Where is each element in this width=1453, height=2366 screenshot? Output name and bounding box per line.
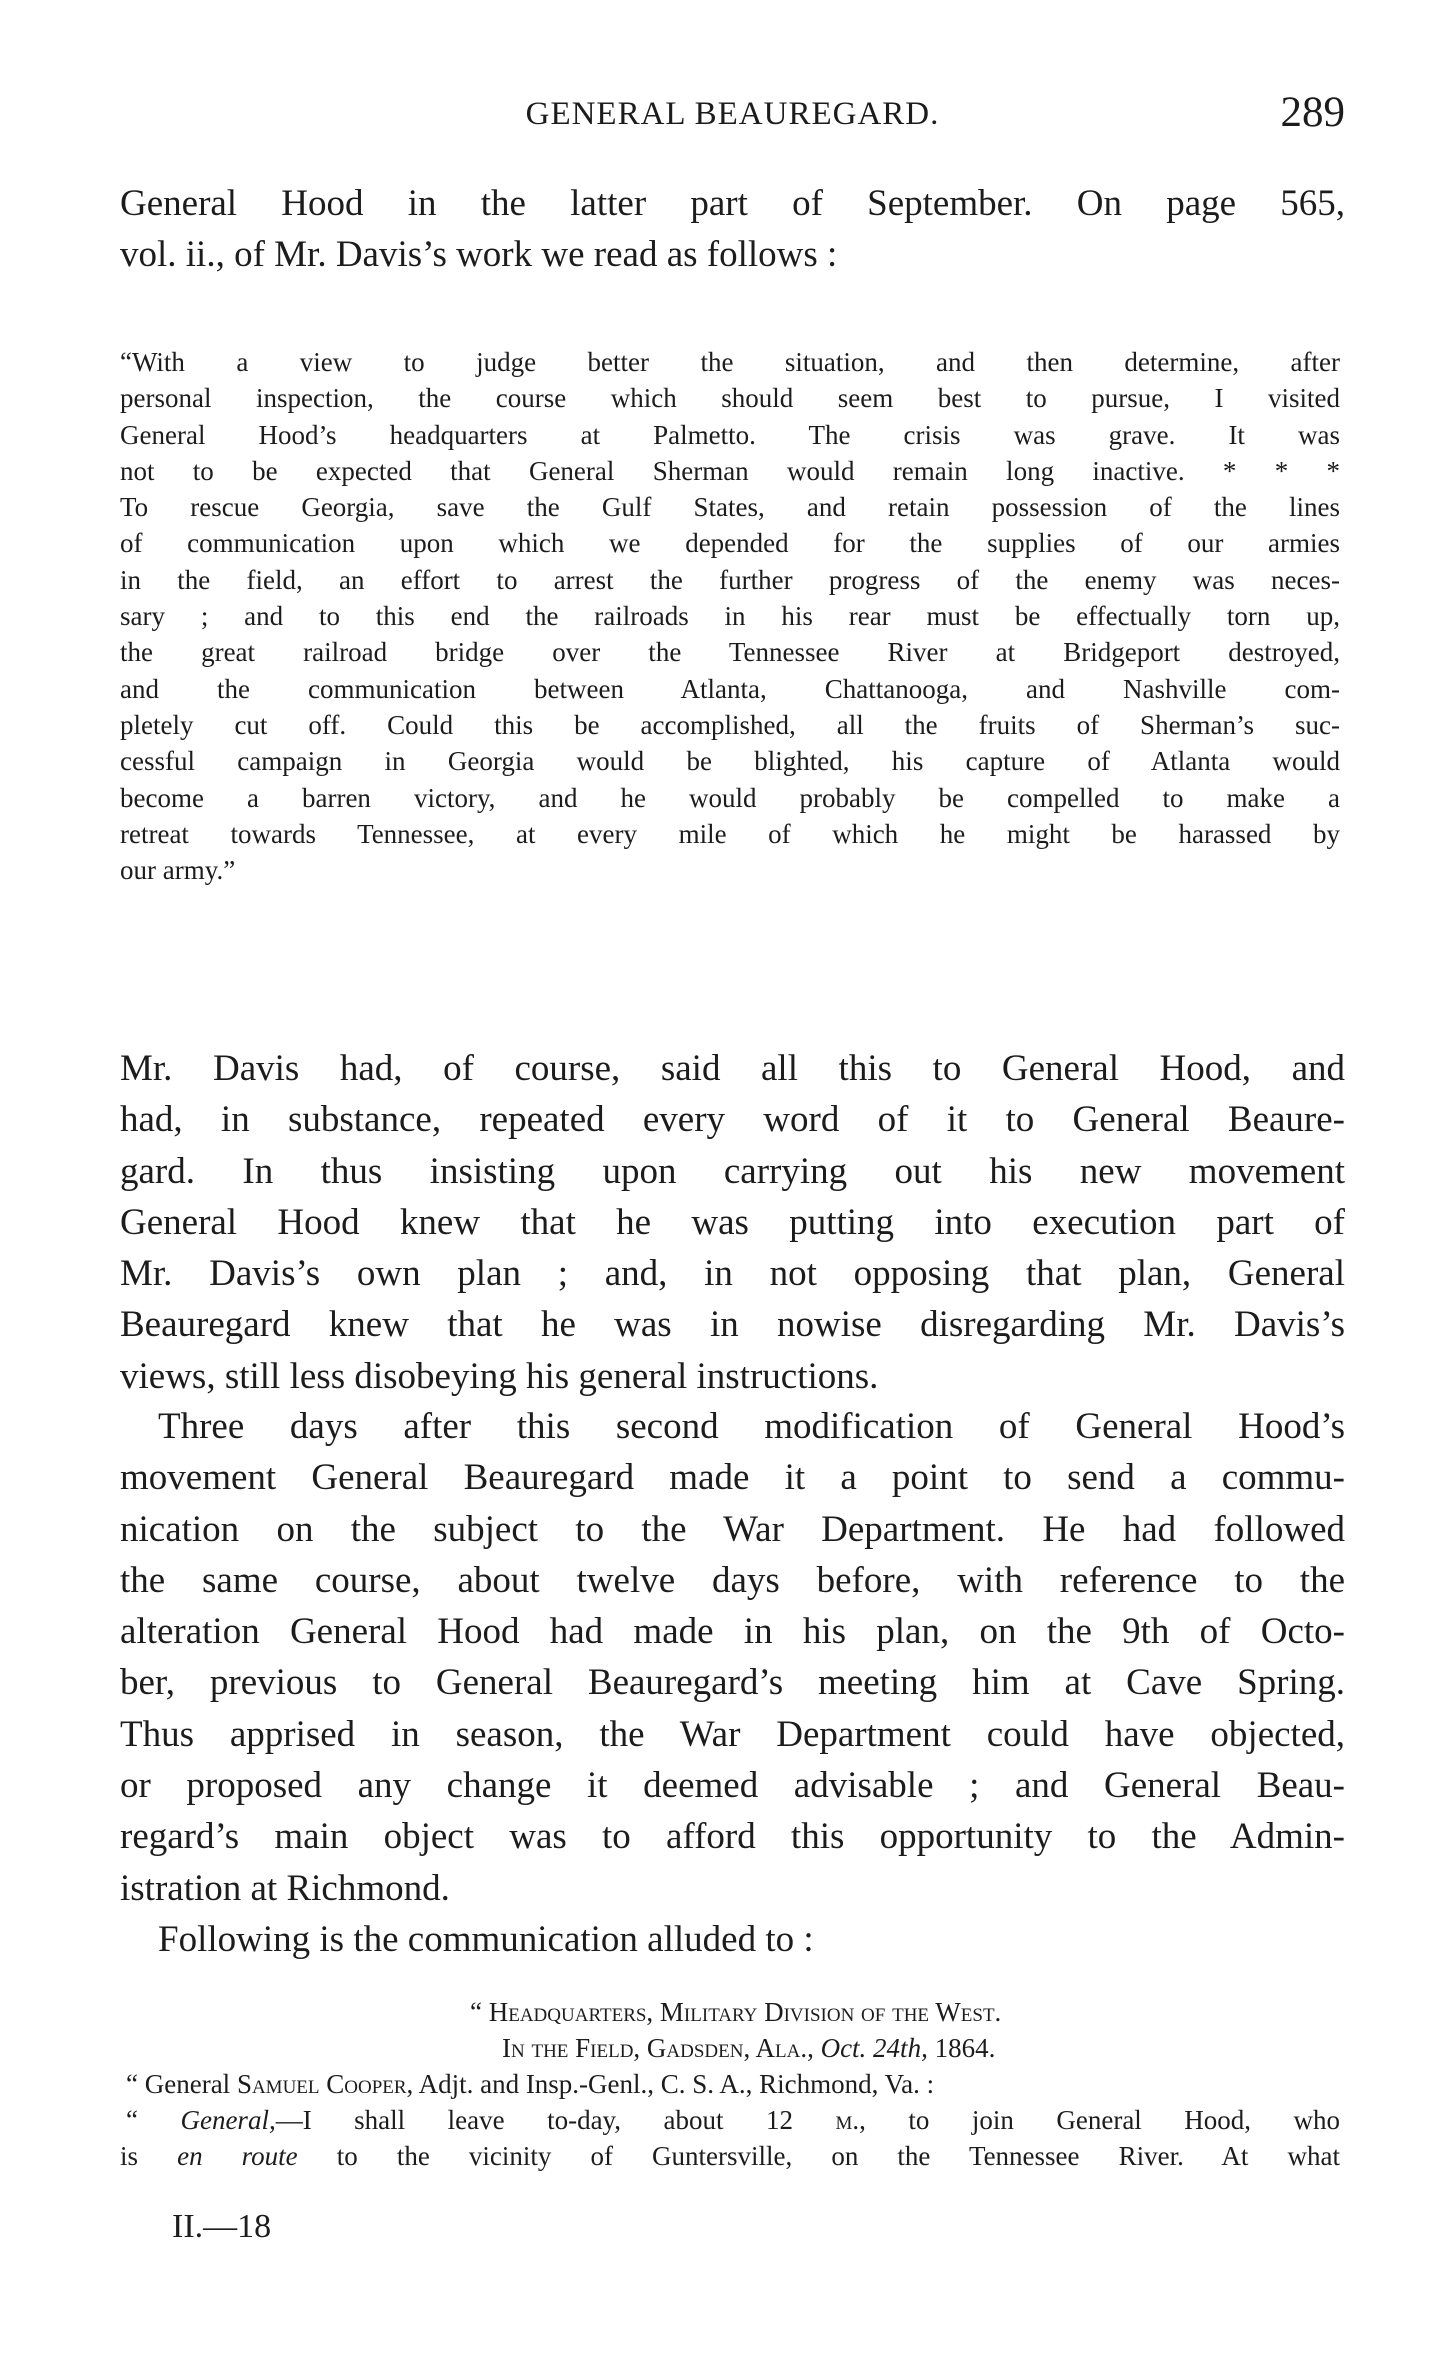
en-route-italic: en route xyxy=(177,2141,298,2171)
text-line: vol. ii., of Mr. Davis’s work we read as follows : xyxy=(120,234,838,276)
quote-line: of communication upon which we depended for the supplies of our armies xyxy=(120,528,1340,559)
text-line: ber, previous to General Beauregard’s meeting him at Cave Spring. xyxy=(120,1662,1345,1704)
quote-line: sary ; and to this end the railroads in his rear must be effectually torn up, xyxy=(120,601,1340,632)
letter-block xyxy=(120,1994,1340,2174)
letter-text: —I shall leave to-day, about 12 xyxy=(275,2105,794,2135)
paragraph-intro xyxy=(120,178,1345,281)
text-line: nication on the subject to the War Department. He had followed xyxy=(120,1508,1345,1550)
quote-line: General Hood’s headquarters at Palmetto. The crisis was grave. It was xyxy=(120,419,1340,450)
quote-line: become a barren victory, and he would probably be compelled to make a xyxy=(120,782,1340,813)
quote-line: pletely cut off. Could this be accomplished, all the fruits of Sherman’s suc- xyxy=(120,709,1340,740)
quote-line: personal inspection, the course which should seem best to pursue, I visited xyxy=(120,383,1340,414)
address-title: Adjt. and Insp.-Genl., C. S. A., Richmond, Va. : xyxy=(418,2069,935,2099)
letter-text: to join General Hood, who xyxy=(908,2105,1341,2135)
quote-line: in the field, an effort to arrest the further progress of the enemy was neces- xyxy=(120,564,1340,595)
letter-heading-text: “ Headquarters, Military Division of the West. xyxy=(470,1997,1002,2027)
letter-address-line xyxy=(120,2066,1340,2102)
text-line: Beauregard knew that he was in nowise disregarding Mr. Davis’s xyxy=(120,1304,1345,1346)
text-line: Three days after this second modification of General Hood’s xyxy=(158,1406,1345,1447)
letter-place: In the Field, Gadsden, Ala., xyxy=(502,2033,814,2063)
block-quote xyxy=(120,344,1340,888)
text-line: views, still less disobeying his general instructions. xyxy=(120,1355,879,1397)
address-name: Samuel Cooper, xyxy=(236,2069,414,2099)
text-line: alteration General Hood had made in his plan, on the 9th of Octo- xyxy=(120,1611,1345,1653)
letter-year: 1864. xyxy=(934,2033,996,2063)
page-number: 289 xyxy=(1280,89,1345,136)
paragraph-three-days xyxy=(120,1401,1345,1914)
letter-text: is xyxy=(120,2141,139,2171)
text-line: Mr. Davis had, of course, said all this to General Hood, and xyxy=(120,1048,1345,1089)
text-line: movement General Beauregard made it a point to send a commu- xyxy=(120,1457,1345,1499)
letter-text: to the vicinity of Guntersville, on the Tennessee River. At what xyxy=(336,2141,1340,2171)
quote-line: retreat towards Tennessee, at every mile of which he might be harassed by xyxy=(120,818,1340,849)
quote-line: and the communication between Atlanta, Chattanooga, and Nashville com- xyxy=(120,673,1340,704)
text-line: gard. In thus insisting upon carrying out his new movement xyxy=(120,1150,1345,1192)
signature-mark: II.—18 xyxy=(172,2208,272,2245)
page-header xyxy=(120,88,1345,148)
quote-line: cessful campaign in Georgia would be blighted, his capture of Atlanta would xyxy=(120,746,1340,777)
paragraph-davis xyxy=(120,1043,1345,1402)
letter-date-italic: Oct. 24th, xyxy=(820,2033,928,2063)
letter-body-line xyxy=(120,2138,1340,2174)
paragraph-following xyxy=(120,1914,1345,1965)
meridiem: m., xyxy=(835,2105,866,2135)
open-quote: “ xyxy=(126,2105,138,2135)
text-line: had, in substance, repeated every word of it to General Beaure- xyxy=(120,1099,1345,1141)
text-line: regard’s main object was to afford this opportunity to the Admin- xyxy=(120,1816,1345,1858)
address-salutation: “ General xyxy=(126,2069,231,2099)
letter-body-line xyxy=(120,2102,1340,2138)
text-line: General Hood knew that he was putting into execution part of xyxy=(120,1201,1345,1243)
quote-line: “With a view to judge better the situation, and then determine, after xyxy=(120,347,1340,377)
salutation-italic: General, xyxy=(180,2105,276,2135)
text-line: or proposed any change it deemed advisable ; and General Beau- xyxy=(120,1765,1345,1807)
text-line: the same course, about twelve days before, with reference to the xyxy=(120,1559,1345,1601)
text-line: General Hood in the latter part of September. On page 565, xyxy=(120,183,1345,224)
letter-heading-line xyxy=(120,2030,1340,2066)
quote-line: the great railroad bridge over the Tennessee River at Bridgeport destroyed, xyxy=(120,637,1340,668)
running-head: GENERAL BEAUREGARD. xyxy=(525,96,940,132)
text-line: Thus apprised in season, the War Department could have objected, xyxy=(120,1713,1345,1755)
quote-line: To rescue Georgia, save the Gulf States, and retain possession of the lines xyxy=(120,492,1340,523)
quote-line: not to be expected that General Sherman would remain long inactive. * * * xyxy=(120,455,1340,486)
text-line: Following is the communication alluded to : xyxy=(158,1919,814,1960)
quote-line: our army.” xyxy=(120,855,236,886)
text-line: istration at Richmond. xyxy=(120,1867,450,1909)
text-line: Mr. Davis’s own plan ; and, in not opposing that plan, General xyxy=(120,1253,1345,1295)
letter-heading-line xyxy=(120,1994,1340,2030)
